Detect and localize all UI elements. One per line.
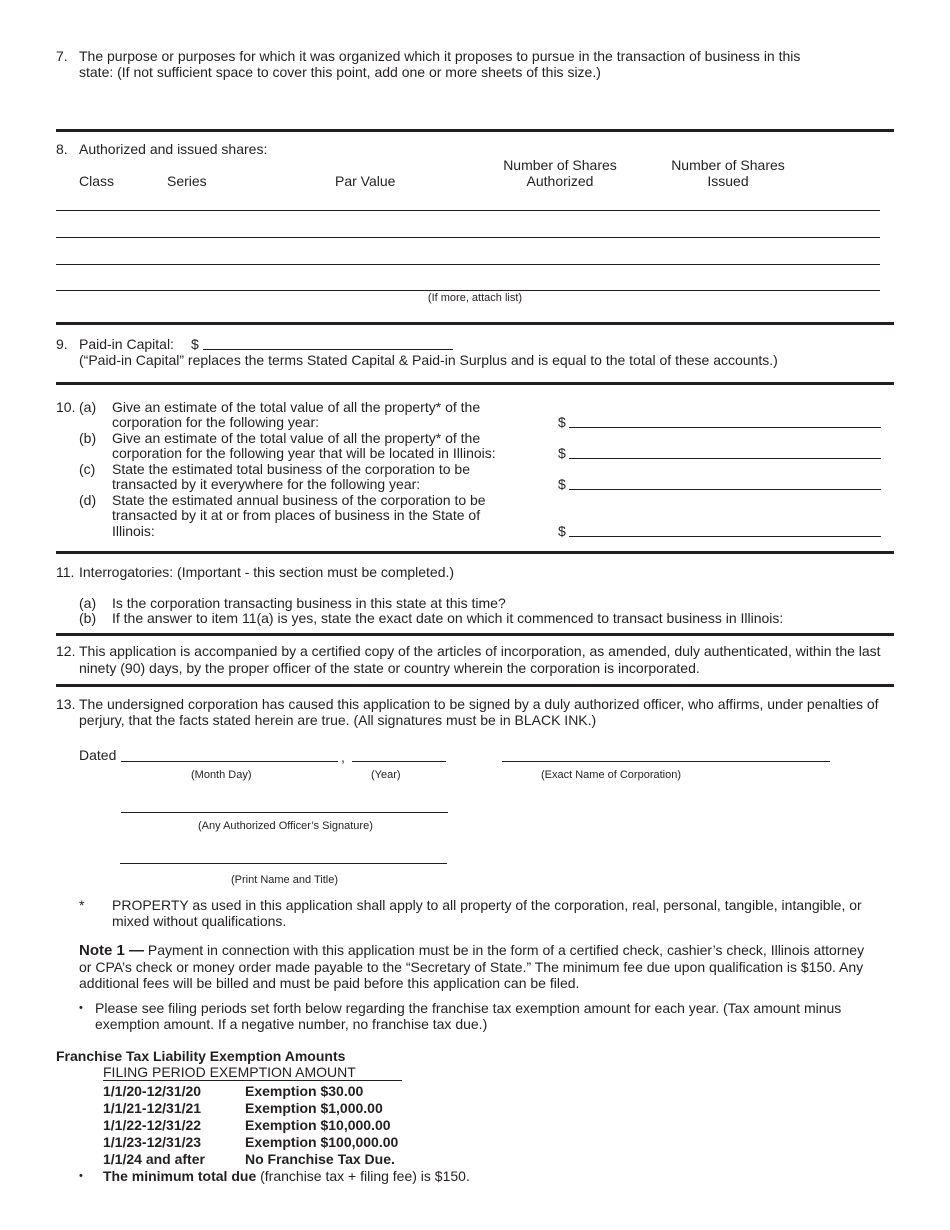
dollar-sign: $ — [558, 414, 566, 430]
officer-signature-caption: (Any Authorized Officer’s Signature) — [198, 820, 373, 832]
item-11-number: 11. — [56, 564, 75, 580]
item-10d-line2: transacted by it at or from places of business in the State of — [112, 507, 481, 523]
filing-period: 1/1/21-12/31/21 — [103, 1100, 202, 1116]
note-1-line1 — [79, 942, 864, 959]
note-1-label: Note 1 — — [79, 942, 145, 959]
item-10a-key: (a) — [79, 399, 97, 415]
min-due-bullet: • — [79, 1170, 83, 1182]
item-10b-key: (b) — [79, 430, 97, 446]
footnote-star: * — [79, 897, 85, 913]
item-7-text-line2: state: (If not sufficient space to cover this point, add one or more sheets of this size.) — [79, 64, 601, 80]
item-10b-line1: Give an estimate of the total value of all the property* of the — [112, 430, 481, 446]
property-line2: mixed without qualifications. — [112, 913, 287, 929]
col-shares-authorized — [490, 157, 630, 189]
dollar-sign: $ — [558, 476, 566, 492]
bullet-line1: Please see filing periods set forth below regarding the franchise tax exemption amount for each year. (Tax amount minus — [95, 1000, 842, 1016]
item-11b-text: If the answer to item 11(a) is yes, state the exact date on which it commenced to transact business in Illinois: — [112, 610, 784, 626]
paid-in-capital-field[interactable] — [203, 349, 453, 350]
item-10d-field[interactable] — [569, 536, 881, 537]
item-8-title: Authorized and issued shares: — [79, 141, 268, 157]
item-10c-key: (c) — [79, 461, 96, 477]
exemption-amount: Exemption $100,000.00 — [245, 1134, 399, 1150]
dollar-sign: $ — [191, 336, 199, 352]
item-7-number: 7. — [56, 48, 68, 64]
col-shares-authorized-line2: Authorized — [526, 173, 594, 189]
franchise-header-underline — [103, 1080, 402, 1081]
item-10b-line2: corporation for the following year that will be located in Illinois: — [112, 445, 496, 461]
item-10c-line1: State the estimated total business of the corporation to be — [112, 461, 470, 477]
print-name-caption: (Print Name and Title) — [231, 874, 338, 886]
filing-period: 1/1/20-12/31/20 — [103, 1083, 202, 1099]
item-11a-text: Is the corporation transacting business in this state at this time? — [112, 595, 506, 611]
item-10d-line1: State the estimated annual business of the corporation to be — [112, 492, 486, 508]
section-divider — [56, 382, 894, 385]
print-name-field[interactable] — [120, 863, 447, 864]
attach-list-note: (If more, attach list) — [427, 292, 523, 304]
item-10c-line2: transacted by it everywhere for the following year: — [112, 476, 421, 492]
item-13-number: 13. — [56, 696, 76, 712]
section-divider — [56, 633, 894, 636]
col-shares-issued-line1: Number of Shares — [671, 157, 785, 173]
bullet-dot: • — [79, 1002, 83, 1014]
col-shares-issued — [658, 157, 798, 189]
item-10b-field[interactable] — [569, 458, 881, 459]
minimum-total-due-rest: (franchise tax + filing fee) is $150. — [260, 1168, 470, 1184]
paid-in-capital-note: (“Paid-in Capital” replaces the terms Stated Capital & Paid-in Surplus and is equal to the total of these accounts.) — [79, 352, 778, 368]
note-1-line3: additional fees will be billed and must be paid before this application can be filed. — [79, 975, 580, 991]
year-field[interactable] — [352, 761, 446, 762]
section-divider — [56, 684, 894, 687]
item-12-line1: This application is accompanied by a certified copy of the articles of incorporation, as amended, duly authenticated, within the last — [79, 643, 881, 659]
item-13-line2: perjury, that the facts stated herein are true. (All signatures must be in BLACK INK.) — [79, 712, 597, 728]
minimum-total-due-bold: The minimum total due — [103, 1168, 257, 1184]
month-day-caption: (Month Day) — [191, 769, 252, 781]
officer-signature-field[interactable] — [121, 812, 448, 813]
col-shares-issued-line2: Issued — [707, 173, 749, 189]
item-10a-field[interactable] — [569, 427, 881, 428]
shares-entry-line-4[interactable] — [56, 290, 880, 291]
exemption-amount: No Franchise Tax Due. — [245, 1151, 395, 1167]
bullet-line2: exemption amount. If a negative number, no franchise tax due.) — [95, 1016, 488, 1032]
item-11b-key: (b) — [79, 610, 97, 626]
franchise-table-header: FILING PERIOD EXEMPTION AMOUNT — [103, 1064, 356, 1080]
item-10d-key: (d) — [79, 492, 97, 508]
shares-entry-line-3[interactable] — [56, 264, 880, 265]
item-12-line2: ninety (90) days, by the proper officer of the state or country wherein the corporation is incorporated. — [79, 660, 700, 676]
year-caption: (Year) — [371, 769, 401, 781]
filing-period: 1/1/24 and after — [103, 1151, 205, 1167]
item-11-title: Interrogatories: (Important - this section must be completed.) — [79, 564, 455, 580]
corporation-name-caption: (Exact Name of Corporation) — [541, 769, 681, 781]
exemption-amount: Exemption $10,000.00 — [245, 1117, 391, 1133]
filing-period: 1/1/22-12/31/22 — [103, 1117, 202, 1133]
item-7-text-line1: The purpose or purposes for which it was organized which it proposes to pursue in the transaction of business in this — [79, 48, 801, 64]
col-class: Class — [79, 173, 115, 189]
item-8-number: 8. — [56, 141, 68, 157]
item-10a-line2: corporation for the following year: — [112, 414, 319, 430]
item-11a-key: (a) — [79, 595, 97, 611]
item-10c-field[interactable] — [569, 489, 881, 490]
corporation-name-field[interactable] — [502, 761, 830, 762]
col-shares-authorized-line1: Number of Shares — [503, 157, 617, 173]
dollar-sign: $ — [558, 523, 566, 539]
dollar-sign: $ — [558, 445, 566, 461]
section-divider — [56, 129, 894, 132]
col-par-value: Par Value — [335, 173, 396, 189]
item-13-line1: The undersigned corporation has caused this application to be signed by a duly authorized officer, who affirms, under penalties of — [79, 696, 879, 712]
col-series: Series — [167, 173, 207, 189]
item-10a-line1: Give an estimate of the total value of all the property* of the — [112, 399, 481, 415]
section-divider — [56, 322, 894, 325]
shares-entry-line-1[interactable] — [56, 210, 880, 211]
section-divider — [56, 551, 894, 554]
property-line1: PROPERTY as used in this application shall apply to all property of the corporation, real, personal, tangible, intangible, or — [112, 897, 862, 913]
exemption-amount: Exemption $30.00 — [245, 1083, 364, 1099]
month-day-field[interactable] — [121, 761, 338, 762]
filing-period: 1/1/23-12/31/23 — [103, 1134, 202, 1150]
item-10d-line3: Illinois: — [112, 523, 155, 539]
minimum-total-due — [103, 1168, 470, 1184]
note-1-text1: Payment in connection with this application must be in the form of a certified check, cashier’s check, Illinois attorney — [147, 942, 865, 958]
dated-label: Dated — [79, 747, 117, 763]
paid-in-capital-label: Paid-in Capital: — [79, 336, 174, 352]
item-9-number: 9. — [56, 336, 68, 352]
item-10-number: 10. — [56, 399, 76, 415]
shares-entry-line-2[interactable] — [56, 237, 880, 238]
exemption-amount: Exemption $1,000.00 — [245, 1100, 383, 1116]
franchise-title: Franchise Tax Liability Exemption Amounts — [56, 1048, 346, 1064]
date-comma: , — [341, 749, 345, 765]
item-12-number: 12. — [56, 643, 76, 659]
note-1-line2: or CPA’s check or money order made payable to the “Secretary of State.” The minimum fee due upon qualification is $150. Any — [79, 959, 864, 975]
